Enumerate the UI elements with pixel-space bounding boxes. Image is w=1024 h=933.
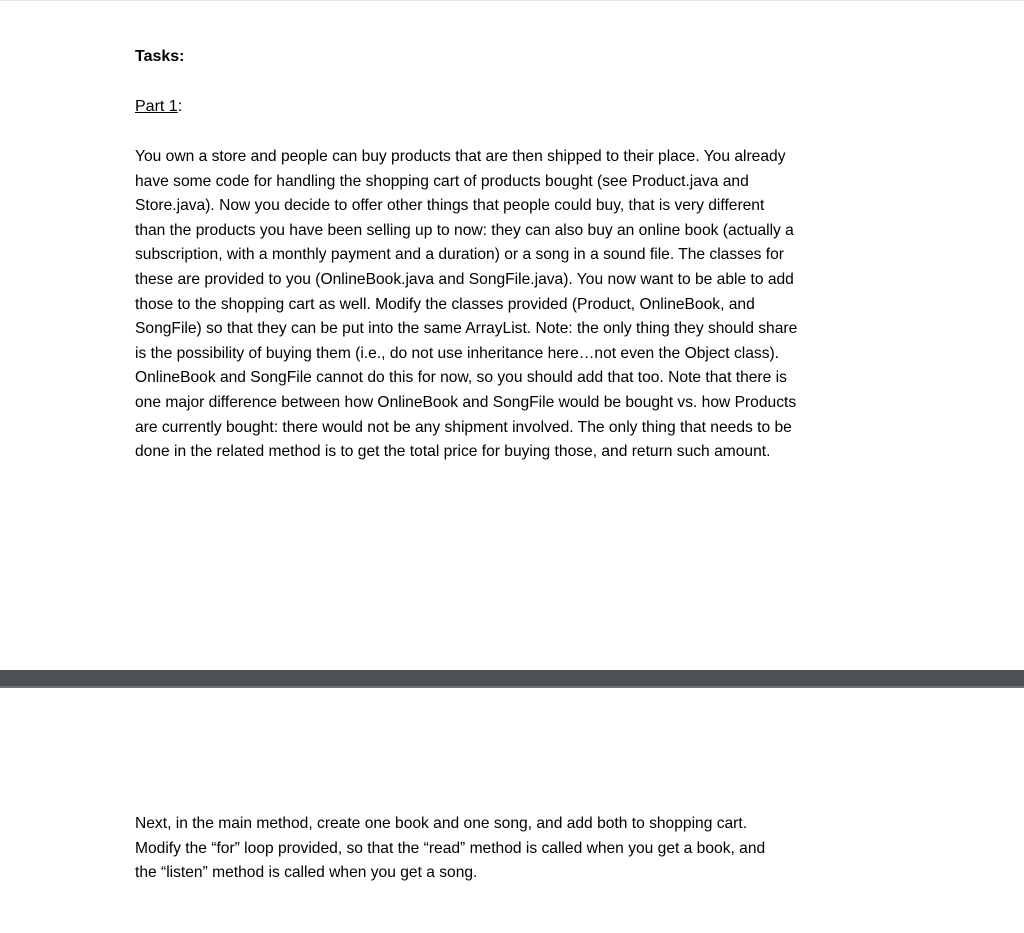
part-1-heading [135,96,182,118]
paragraph-line: You own a store and people can buy products that are then shipped to their place. You already [135,148,786,165]
document-page-2 [0,688,1024,933]
part-1-continuation-paragraph [135,812,765,886]
paragraph-line: done in the related method is to get the total price for buying those, and return such amount. [135,443,771,461]
paragraph-line: have some code for handling the shopping cart of products bought (see Product.java and [135,172,749,190]
paragraph-line: those to the shopping cart as well. Modify the classes provided (Product, OnlineBook, and [135,295,755,313]
paragraph-line: Store.java). Now you decide to offer other things that people could buy, that is very different [135,197,765,215]
page-separator [0,670,1024,688]
paragraph-line: Next, in the main method, create one book and one song, and add both to shopping cart. [135,815,748,832]
paragraph-line: subscription, with a monthly payment and a duration) or a song in a sound file. The classes for [135,246,784,264]
paragraph-line: are currently bought: there would not be any shipment involved. The only thing that needs to be [135,418,792,436]
paragraph-line: Modify the “for” loop provided, so that the “read” method is called when you get a book, and [135,839,766,857]
part-1-suffix: : [177,98,183,115]
paragraph-line: the “listen” method is called when you get a song. [135,864,478,882]
part-1-paragraph [135,145,797,465]
paragraph-line: one major difference between how OnlineBook and SongFile would be bought vs. how Products [135,393,797,411]
tasks-heading: Tasks: [135,48,185,65]
paragraph-line: these are provided to you (OnlineBook.java and SongFile.java). You now want to be able to add [135,270,794,288]
paragraph-line: OnlineBook and SongFile cannot do this for now, so you should add that too. Note that there is [135,369,787,387]
paragraph-line: SongFile) so that they can be put into the same ArrayList. Note: the only thing they should share [135,320,798,338]
part-1-label: Part 1 [135,98,178,115]
paragraph-line: than the products you have been selling up to now: they can also buy an online book (actually a [135,221,794,239]
paragraph-line: is the possibility of buying them (i.e., do not use inheritance here…not even the Object class). [135,344,780,362]
